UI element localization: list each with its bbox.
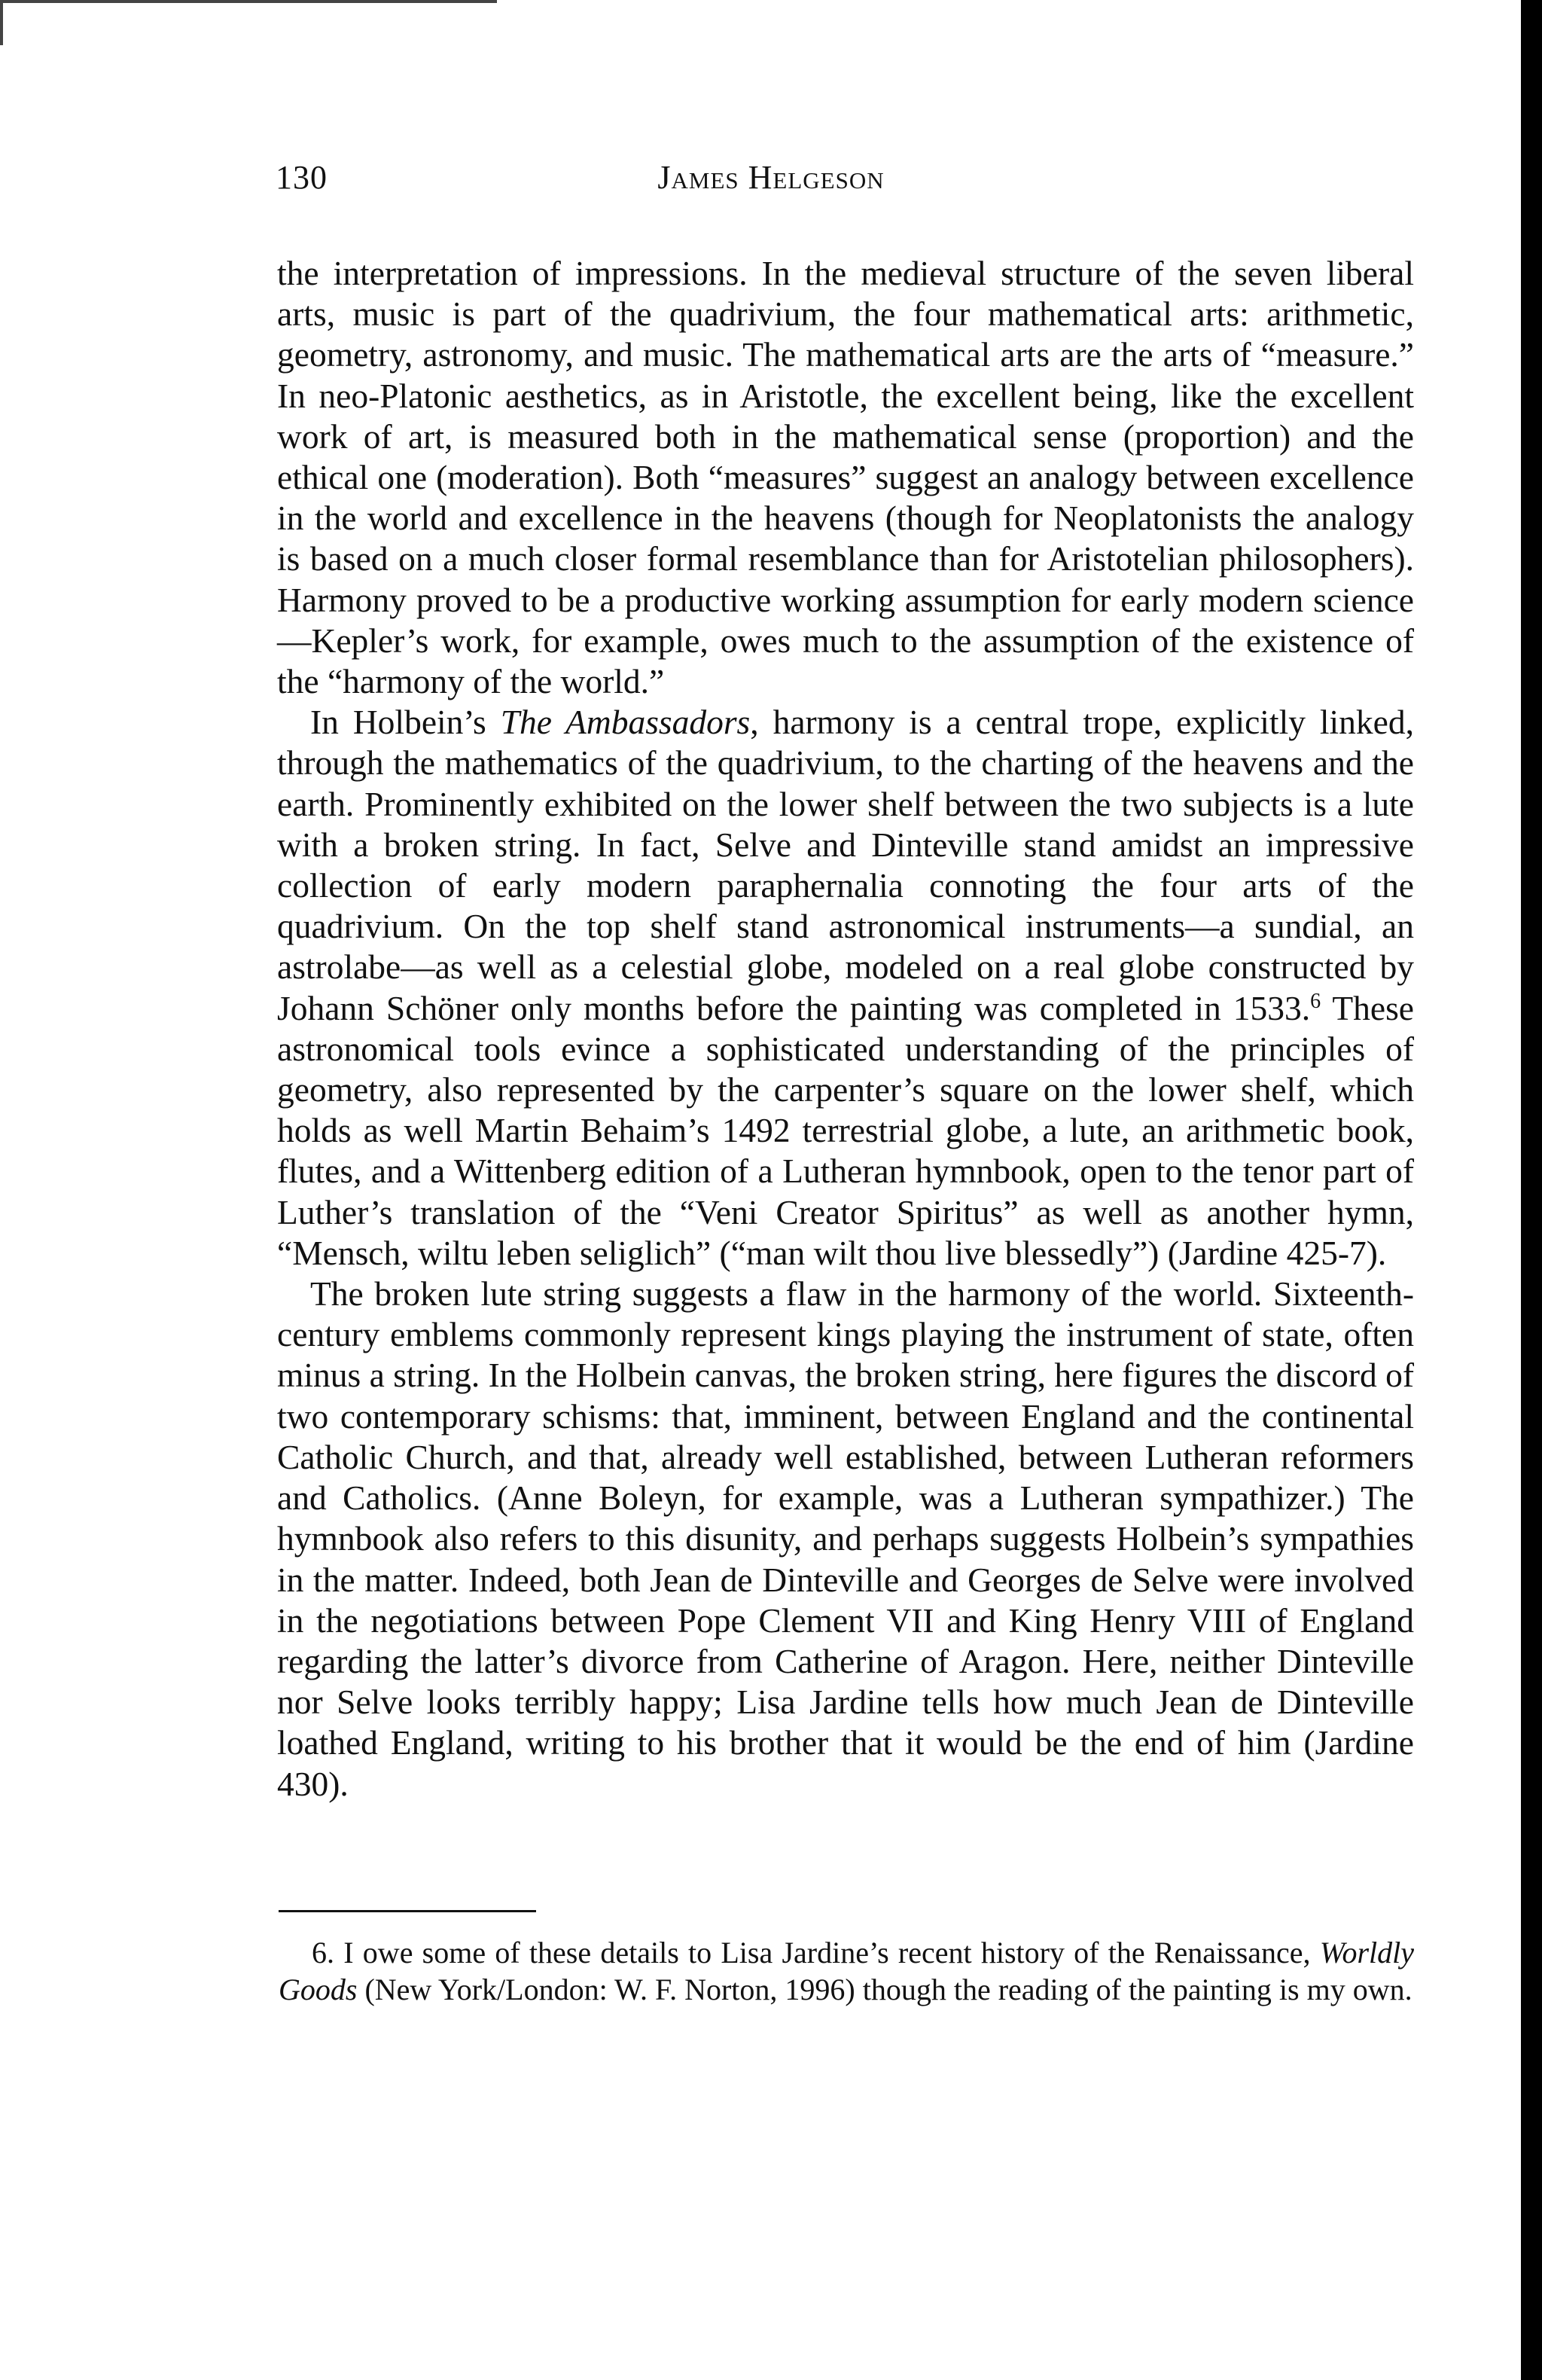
paragraph-2 xyxy=(277,702,1414,1274)
paragraph-2-intro: In Holbein’s xyxy=(310,703,501,742)
paragraph-2-text: , harmony is a central trope, explicitly linked, through the mathematics of the quadrivium, to the charting of the heavens and the earth. Prominently exhibited on the lower shelf between the two subjects is a lute with a broken string. In fact, Selve and Dinteville stand amidst an impressive collection of early modern paraphernalia connoting the four arts of the quadrivium. On the top shelf stand astronomical instruments—a sundial, an astrolabe—as well as a celestial globe, modeled on a real globe constructed by Johann Schöner only months before the painting was completed in 1533. xyxy=(277,703,1414,1027)
footnote-number: 6. xyxy=(312,1936,334,1970)
running-head: James Helgeson xyxy=(657,159,885,196)
footnote xyxy=(279,1934,1414,2008)
painting-title: The Ambassadors xyxy=(500,703,751,742)
footnote-text-start: I owe some of these details to Lisa Jardine’s recent history of the Renaissance, xyxy=(334,1936,1320,1970)
footnote-text-end: (New York/London: W. F. Norton, 1996) though the reading of the painting is my own. xyxy=(357,1973,1412,2006)
scan-edge-right xyxy=(1521,0,1542,2380)
footnote-divider xyxy=(279,1910,536,1912)
footnote-reference: 6 xyxy=(1310,989,1321,1013)
paragraph-2-text-end: These astronomical tools evince a sophisticated understanding of the principles of geometry, also represented by the carpenter’s square on the lower shelf, which holds as well Martin Behaim’s 1492 terrestrial globe, a lute, an arithmetic book, flutes, and a Wittenberg edition of a Lutheran hymnbook, open to the tenor part of Luther’s translation of the “Veni Creator Spiritus” as well as another hymn, “Mensch, wiltu leben seliglich” (“man wilt thou live blessedly”) (Jardine 425-7). xyxy=(277,988,1414,1272)
page-number: 130 xyxy=(276,159,328,196)
main-text xyxy=(277,253,1414,1805)
scan-edge-top xyxy=(0,0,497,3)
footnote-book-title: Worldly Goods xyxy=(279,1936,1414,2006)
scan-edge-left xyxy=(0,0,3,45)
paragraph-3: The broken lute string suggests a flaw in the harmony of the world. Sixteenth-century emblems commonly represent kings playing the instrument of state, often minus a string. In the Holbein canvas, the broken string, here figures the discord of two contemporary schisms: that, imminent, between England and the continental Catholic Church, and that, already well established, between Lutheran reformers and Catholics. (Anne Boleyn, for example, was a Lutheran sympathizer.) The hymnbook also refers to this disunity, and perhaps suggests Holbein’s sympathies in the matter. Indeed, both Jean de Dinteville and Georges de Selve were involved in the negotiations between Pope Clement VII and King Henry VIII of England regarding the latter’s divorce from Catherine of Aragon. Here, neither Dinteville nor Selve looks terribly happy; Lisa Jardine tells how much Jean de Dinteville loathed England, writing to his brother that it would be the end of him (Jardine 430). xyxy=(277,1274,1414,1803)
paragraph-1: the interpretation of impressions. In the medieval structure of the seven liberal arts, music is part of the quadrivium, the four mathematical arts: arithmetic, geometry, astronomy, and music. The mathematical arts are the arts of “measure.” In neo-Platonic aesthetics, as in Aristotle, the excellent being, like the excellent work of art, is measured both in the mathematical sense (proportion) and the ethical one (moderation). Both “measures” suggest an analogy between excellence in the world and excellence in the heavens (though for Neoplatonists the analogy is based on a much closer formal resemblance than for Aristotelian philosophers). Harmony proved to be a productive working assumption for early modern science—Kepler’s work, for example, owes much to the assumption of the existence of the “harmony of the world.” xyxy=(277,254,1414,701)
footnote-6 xyxy=(279,1934,1414,2008)
